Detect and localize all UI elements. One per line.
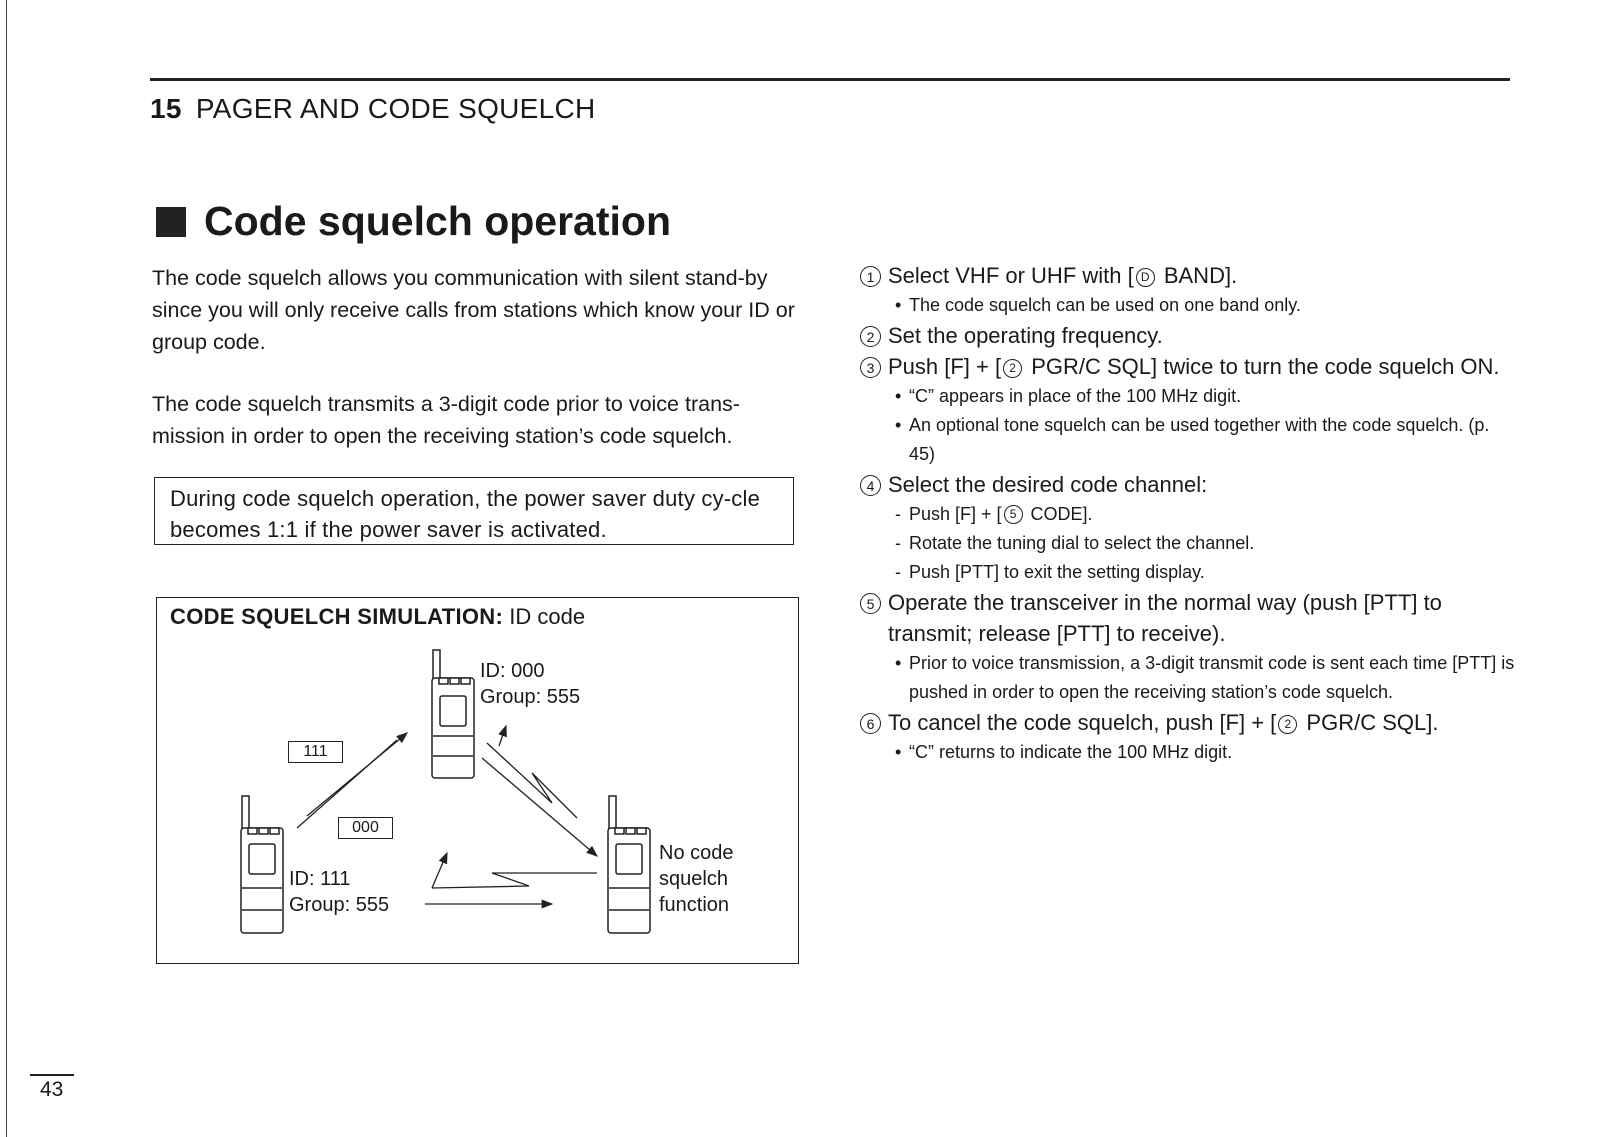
- step-5: [860, 587, 1520, 707]
- square-bullet-icon: [156, 207, 186, 237]
- note-item: • “C” returns to indicate the 100 MHz digit.: [894, 738, 1520, 767]
- chapter-title: PAGER AND CODE SQUELCH: [195, 93, 596, 124]
- substep-item: - Rotate the tuning dial to select the channel.: [894, 529, 1520, 558]
- text-segment: To cancel the code squelch, push [F] + [: [888, 710, 1277, 735]
- page-edge-line: [6, 0, 7, 1137]
- step-number-icon: 5: [860, 593, 881, 614]
- text-segment: BAND].: [1157, 263, 1238, 288]
- step-line: [860, 260, 1520, 291]
- step-number-icon: 3: [860, 357, 881, 378]
- step-notes: [860, 649, 1520, 707]
- step-text: Select the desired code channel:: [888, 472, 1208, 497]
- page-number: 43: [40, 1078, 64, 1101]
- note-text: During code squelch operation, the power saver duty cy-cle becomes 1:1 if the power saver is activated.: [170, 486, 761, 542]
- step-line: [860, 351, 1520, 382]
- section-title: Code squelch operation: [204, 198, 671, 244]
- step-6: [860, 707, 1520, 767]
- chapter-header: [150, 93, 596, 125]
- step-text: Set the operating frequency.: [888, 323, 1163, 348]
- step-notes: [860, 382, 1520, 469]
- step-text: [888, 260, 1520, 291]
- top-radio-icon: [432, 650, 474, 778]
- key-D-icon: D: [1136, 268, 1155, 287]
- text-segment: Push [F] + [: [909, 504, 1002, 524]
- page-number-rule: [30, 1074, 74, 1076]
- text-segment: CODE].: [1025, 504, 1093, 524]
- step-text: [888, 351, 1520, 382]
- text-segment: PGR/C SQL] twice to turn the code squelch ON.: [1025, 354, 1500, 379]
- code-squelch-simulation: [156, 597, 799, 964]
- note-item: • The code squelch can be used on one band only.: [894, 291, 1520, 320]
- key-5-icon: 5: [1004, 505, 1023, 524]
- step-3: [860, 351, 1520, 469]
- simulation-title-bold: CODE SQUELCH SIMULATION:: [170, 604, 504, 629]
- left-radio-icon: [241, 796, 283, 933]
- step-notes: [860, 500, 1520, 587]
- step-line: [860, 320, 1520, 351]
- right-station-label: No code squelch function: [659, 842, 734, 916]
- top-station-label: ID: 000 Group: 555: [480, 660, 581, 708]
- power-saver-note: [154, 477, 794, 545]
- step-text: Operate the transceiver in the normal way (push [PTT] to transmit; release [PTT] to receive).: [888, 590, 1442, 646]
- step-notes: [860, 291, 1520, 320]
- note-item: • Prior to voice transmission, a 3-digit transmit code is sent each time [PTT] is pushed in order to open the receiving station’s code squelch.: [894, 649, 1520, 707]
- section-heading: [156, 198, 671, 245]
- note-item: • An optional tone squelch can be used together with the code squelch. (p. 45): [894, 411, 1520, 469]
- step-number-icon: 4: [860, 475, 881, 496]
- step-line: [860, 707, 1520, 738]
- step-number-icon: 1: [860, 266, 881, 287]
- header-rule: [150, 78, 1510, 81]
- code-000-box: 000: [338, 817, 393, 839]
- chapter-number: 15: [150, 93, 182, 124]
- note-item: • “C” appears in place of the 100 MHz digit.: [894, 382, 1520, 411]
- step-number-icon: 6: [860, 713, 881, 734]
- step-2: [860, 320, 1520, 351]
- step-text: [888, 707, 1520, 738]
- substep-item: [894, 500, 1520, 529]
- step-notes: [860, 738, 1520, 767]
- key-2-icon: 2: [1003, 359, 1022, 378]
- text-segment: Select VHF or UHF with [: [888, 263, 1134, 288]
- step-line: [860, 587, 1520, 649]
- substep-item: - Push [PTT] to exit the setting display.: [894, 558, 1520, 587]
- right-radio-icon: [608, 796, 650, 933]
- code-111-box: 111: [288, 741, 343, 763]
- step-1: [860, 260, 1520, 320]
- intro-paragraph-1: The code squelch allows you communication with silent stand-by since you will only receive calls from stations which know your ID or group code.: [152, 266, 795, 354]
- text-segment: PGR/C SQL].: [1300, 710, 1439, 735]
- simulation-title-rest: ID code: [503, 604, 586, 629]
- text-segment: Push [F] + [: [888, 354, 1002, 379]
- intro-paragraph-2: The code squelch transmits a 3-digit code prior to voice trans-mission in order to open the receiving station’s code squelch.: [152, 392, 740, 448]
- step-number-icon: 2: [860, 326, 881, 347]
- left-station-label: ID: 111 Group: 555: [289, 868, 390, 916]
- instruction-steps: [860, 260, 1520, 767]
- step-line: [860, 469, 1520, 500]
- step-4: [860, 469, 1520, 587]
- key-2-icon: 2: [1278, 715, 1297, 734]
